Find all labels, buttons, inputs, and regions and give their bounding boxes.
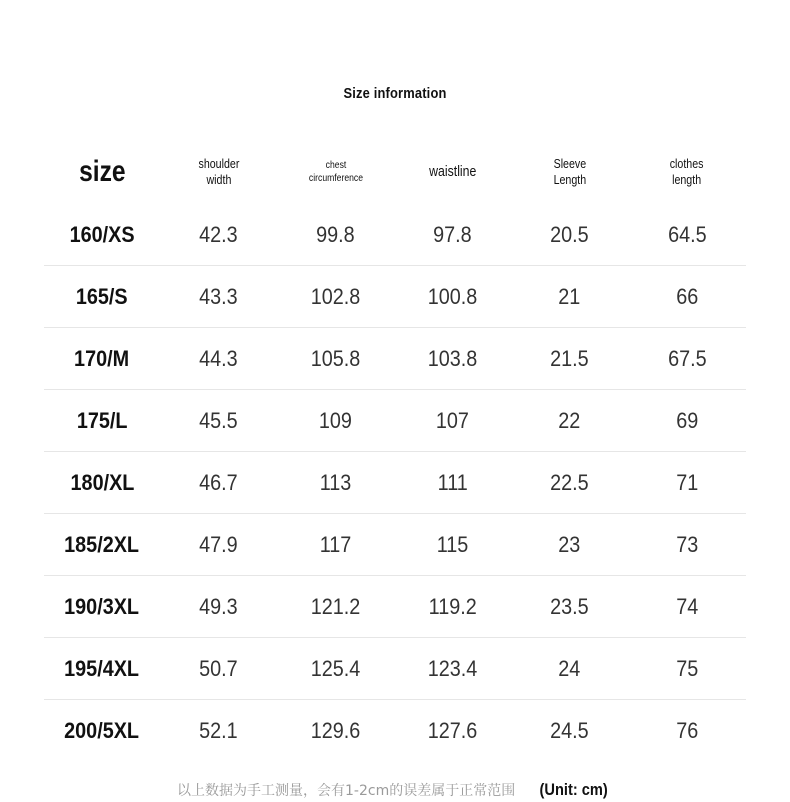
- cell-clothes-length: 76: [675, 717, 699, 743]
- cell-chest-circumference: 129.6: [310, 717, 361, 743]
- cell-shoulder-width: 42.3: [199, 221, 238, 247]
- cell-waistline: 100.8: [427, 283, 478, 309]
- cell-clothes-length: 66: [675, 283, 699, 309]
- header-sleeve-length: Sleeve Length: [553, 155, 586, 187]
- cell-size: 180/XL: [70, 469, 134, 495]
- cell-shoulder-width: 50.7: [199, 655, 238, 681]
- header-waistline: waistline: [428, 162, 477, 180]
- cell-clothes-length: 75: [675, 655, 699, 681]
- cell-size: 175/L: [76, 407, 128, 433]
- header-size: size: [78, 155, 126, 189]
- cell-chest-circumference: 105.8: [310, 345, 361, 371]
- cell-chest-circumference: 117: [319, 531, 352, 557]
- cell-clothes-length: 73: [675, 531, 699, 557]
- table-body: [44, 204, 746, 761]
- header-chest-circumference: chest circumference: [308, 158, 363, 184]
- cell-clothes-length: 64.5: [667, 221, 707, 247]
- cell-size: 165/S: [76, 283, 128, 309]
- cell-sleeve-length: 21: [558, 283, 581, 309]
- size-table: [44, 140, 746, 761]
- cell-chest-circumference: 121.2: [310, 593, 361, 619]
- cell-sleeve-length: 24: [558, 655, 581, 681]
- cell-size: 170/M: [74, 345, 130, 371]
- table-row: [44, 451, 746, 513]
- header-shoulder-width: shoulder width: [198, 155, 239, 187]
- table-row: [44, 204, 746, 265]
- cell-shoulder-width: 45.5: [199, 407, 238, 433]
- page-title: Size information: [343, 85, 447, 102]
- unit-label: (Unit: cm): [539, 780, 608, 799]
- cell-chest-circumference: 125.4: [310, 655, 361, 681]
- table-row: [44, 699, 746, 761]
- table-row: [44, 513, 746, 575]
- cell-waistline: 123.4: [427, 655, 478, 681]
- cell-sleeve-length: 23.5: [550, 593, 589, 619]
- cell-size: 160/XS: [69, 221, 135, 247]
- cell-waistline: 127.6: [427, 717, 478, 743]
- cell-waistline: 97.8: [433, 221, 472, 247]
- cell-sleeve-length: 22: [558, 407, 581, 433]
- cell-clothes-length: 71: [675, 469, 699, 495]
- cell-sleeve-length: 23: [558, 531, 581, 557]
- cell-sleeve-length: 20.5: [550, 221, 589, 247]
- cell-shoulder-width: 49.3: [199, 593, 238, 619]
- cell-size: 185/2XL: [64, 531, 140, 557]
- table-row: [44, 637, 746, 699]
- cell-size: 195/4XL: [64, 655, 140, 681]
- cell-clothes-length: 67.5: [667, 345, 707, 371]
- cell-sleeve-length: 21.5: [550, 345, 589, 371]
- cell-shoulder-width: 47.9: [199, 531, 238, 557]
- cell-shoulder-width: 44.3: [199, 345, 238, 371]
- cell-shoulder-width: 52.1: [199, 717, 238, 743]
- cell-size: 190/3XL: [64, 593, 140, 619]
- table-row: [44, 575, 746, 637]
- cell-shoulder-width: 46.7: [199, 469, 238, 495]
- cell-waistline: 111: [437, 469, 468, 495]
- cell-waistline: 115: [436, 531, 469, 557]
- table-row: [44, 389, 746, 451]
- cell-shoulder-width: 43.3: [199, 283, 238, 309]
- header-clothes-length: clothes length: [670, 155, 704, 187]
- cell-sleeve-length: 24.5: [550, 717, 589, 743]
- cell-sleeve-length: 22.5: [550, 469, 589, 495]
- table-header: [44, 140, 746, 204]
- cell-clothes-length: 74: [675, 593, 699, 619]
- cell-chest-circumference: 102.8: [310, 283, 361, 309]
- measurement-note: 以上数据为手工测量，会有1-2cm的误差属于正常范围: [177, 783, 516, 799]
- cell-waistline: 103.8: [427, 345, 478, 371]
- cell-chest-circumference: 113: [319, 469, 352, 495]
- cell-chest-circumference: 109: [318, 407, 353, 433]
- cell-clothes-length: 69: [675, 407, 699, 433]
- table-row: [44, 327, 746, 389]
- cell-waistline: 107: [435, 407, 470, 433]
- footer: [0, 780, 790, 800]
- table-row: [44, 265, 746, 327]
- cell-chest-circumference: 99.8: [316, 221, 355, 247]
- cell-waistline: 119.2: [428, 593, 477, 619]
- cell-size: 200/5XL: [64, 717, 140, 743]
